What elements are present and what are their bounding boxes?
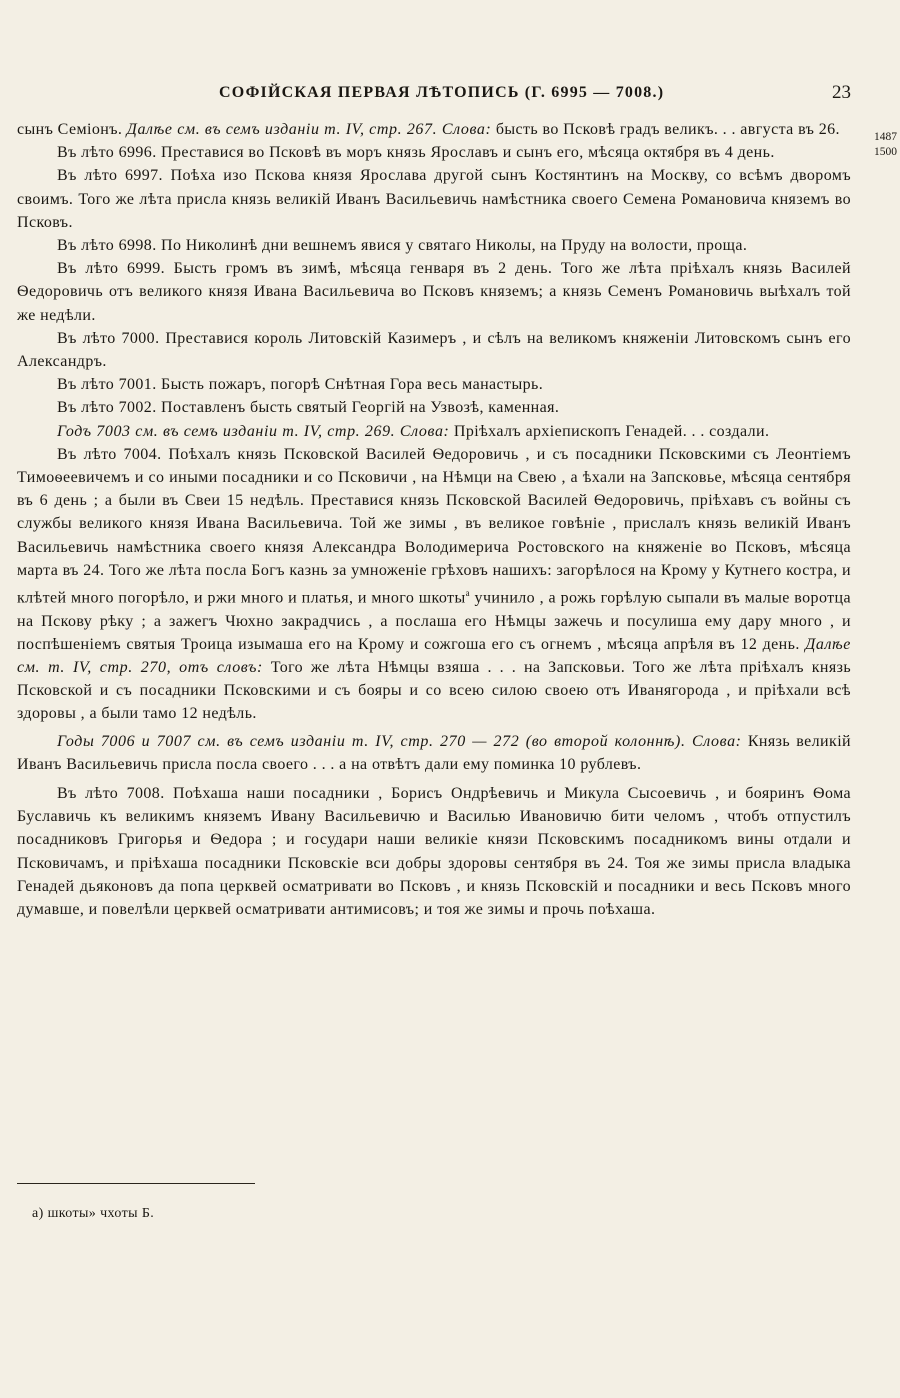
editorial-reference: Далѣе см. т. IV, стр. 270, отъ словъ: [17, 635, 852, 676]
text-span: Въ лѣто 7004. Поѣхалъ князь Псковской Василей Ѳедоровичь , и съ посадники Псковскими съ Леонтіемъ Тимоѳеевичемъ и со иными посадники и со Псковичи , на Нѣмци на Свею , а ѣхали на Запсковье, мѣсяца сентября въ 6 день ; а были въ Свеи 15 недѣль. Преставися князь Псковской Василей Ѳедоровичь, пріѣхавъ съ войны съ службы великого князя Ивана Васильевича. Той же зимы , въ великое говѣніе , прислалъ князь великій Иванъ Васильевичь намѣстника своего князя Александра Володимерича Ростовского на княженіе во Псковъ, мѣсяца марта въ 24. Того же лѣта посла Богъ казнь за умноженіе грѣховъ нашихъ: загорѣлося на Крому у Кутнего костра, и клѣтей много погорѣло, и ржи много и платья, и много шкоты [17, 445, 851, 607]
entry-7008: Въ лѣто 7008. Поѣхаша наши посадники , Борисъ Ондрѣевичь и Микула Сысоевичь , и бояринъ Ѳома Буславичь къ великимъ княземъ Ивану Васильевичю и Василью Ивановичю бити челомъ , чтобъ отпустилъ посадниковъ Григорья и Ѳедора ; и государи наши великіе князи Псковскимъ посадникомъ вины отдали и Псковичамъ, и пріѣхаша посадники Псковскіе вси добры здоровы сентября въ 24. Тоя же зимы присла владыка Генадей дьяконовъ да попа церквей осматривати во Псковъ , и князь Псковскій и посадники и весь Псковъ много думавше, и повелѣли церквей осматривати антимисовъ; и тоя же зимы и прочь поѣхаша. [17, 785, 851, 919]
entry-7003 [17, 420, 851, 443]
entry-6998: Въ лѣто 6998. По Николинѣ дни вешнемъ явися у святаго Николы, на Пруду на волости, проща. [57, 237, 748, 255]
entry-7000: Въ лѣто 7000. Преставися король Литовскій Казимеръ , и сѣлъ на великомъ княженіи Литовскомъ сынъ его Александръ. [17, 329, 851, 371]
margin-year-bottom: 1500 [874, 146, 897, 158]
page-header [0, 84, 900, 108]
editorial-reference: Годы 7006 и 7007 см. въ семъ изданіи т. IV, стр. 270 — 272 (во второй колоннѣ). Слова: [57, 732, 742, 750]
entry-6999: Въ лѣто 6999. Бысть громъ въ зимѣ, мѣсяца генваря въ 2 день. Того же лѣта пріѣхалъ князь Василей Ѳедоровичь отъ великого князя Ивана Васильевича во Псковъ княземъ; а князь Семенъ Романовичь выѣхалъ той же недѣли. [17, 260, 851, 324]
text-span: сынъ Семіонъ. [17, 121, 123, 138]
page-number: 23 [832, 82, 851, 103]
paragraph-continuation [17, 118, 851, 141]
entry-7004 [17, 443, 851, 726]
text-span: бысть во Псковѣ градъ великъ. . . августа въ 26. [495, 121, 840, 138]
text-span: Пріѣхалъ архіепископъ Генадей. . . создали. [453, 422, 770, 440]
entry-7006-7007 [17, 730, 851, 776]
entry-6996: Въ лѣто 6996. Преставися во Псковѣ въ моръ князь Ярославъ и сынъ его, мѣсяца октября въ 4 день. [57, 144, 775, 162]
entry-7002: Въ лѣто 7002. Поставленъ бысть святый Георгій на Узвозѣ, каменная. [57, 399, 560, 417]
margin-year-range [855, 130, 897, 160]
entry-6997: Въ лѣто 6997. Поѣха изо Пскова князя Ярослава другой сынъ Костянтинъ на Москву, со всѣмъ дворомъ своимъ. Того же лѣта присла князь великій Иванъ Васильевичь намѣстника своего Семена Романовича княземъ во Псковъ. [17, 167, 851, 231]
editorial-reference: Годъ 7003 см. въ семъ изданіи т. IV, стр. 269. Слова: [57, 422, 450, 440]
text-span: Того же лѣта Нѣмцы взяша . . . на Запсковьи. Того же лѣта пріѣхалъ князь Псковской и съ посадники Псковскими и съ бояры и со всею силою своею отъ Иванягорода , и пріѣхали вcѣ здоровы , а были тамо 12 недѣль. [17, 659, 852, 723]
margin-year-top: 1487 [874, 131, 897, 143]
footnote-divider [17, 1183, 255, 1184]
editorial-reference: Далѣе см. въ семъ изданіи т. IV, стр. 267. Слова: [126, 121, 492, 138]
footnote: а) шкоты» чхоты Б. [32, 1206, 155, 1221]
text-span: учинило , а рожь горѣлую сыпали въ малые воротца на Пскову рѣку ; а зажегъ Чюхно закрадчись , а послаша его Нѣмцы зажечь и посулиша ему дару много , и поспѣшеніемъ святыя Троица изымаша его на Крому и сожгоша его съ огнемъ , мѣсяца апрѣля въ 12 день. [17, 589, 852, 653]
chronicle-text [17, 118, 851, 921]
text-span: Князь великій Иванъ Васильевичь присла посла своего . . . а на отвѣтъ дали ему поминка 10 рублевъ. [17, 732, 852, 773]
footnote-marker: а [465, 588, 471, 599]
running-title: СОФІЙСКАЯ ПЕРВАЯ ЛѢТОПИСЬ (Г. 6995 — 7008.) [219, 84, 665, 101]
entry-7001: Въ лѣто 7001. Бысть пожаръ, погорѣ Снѣтная Гора весь манастырь. [57, 376, 544, 394]
